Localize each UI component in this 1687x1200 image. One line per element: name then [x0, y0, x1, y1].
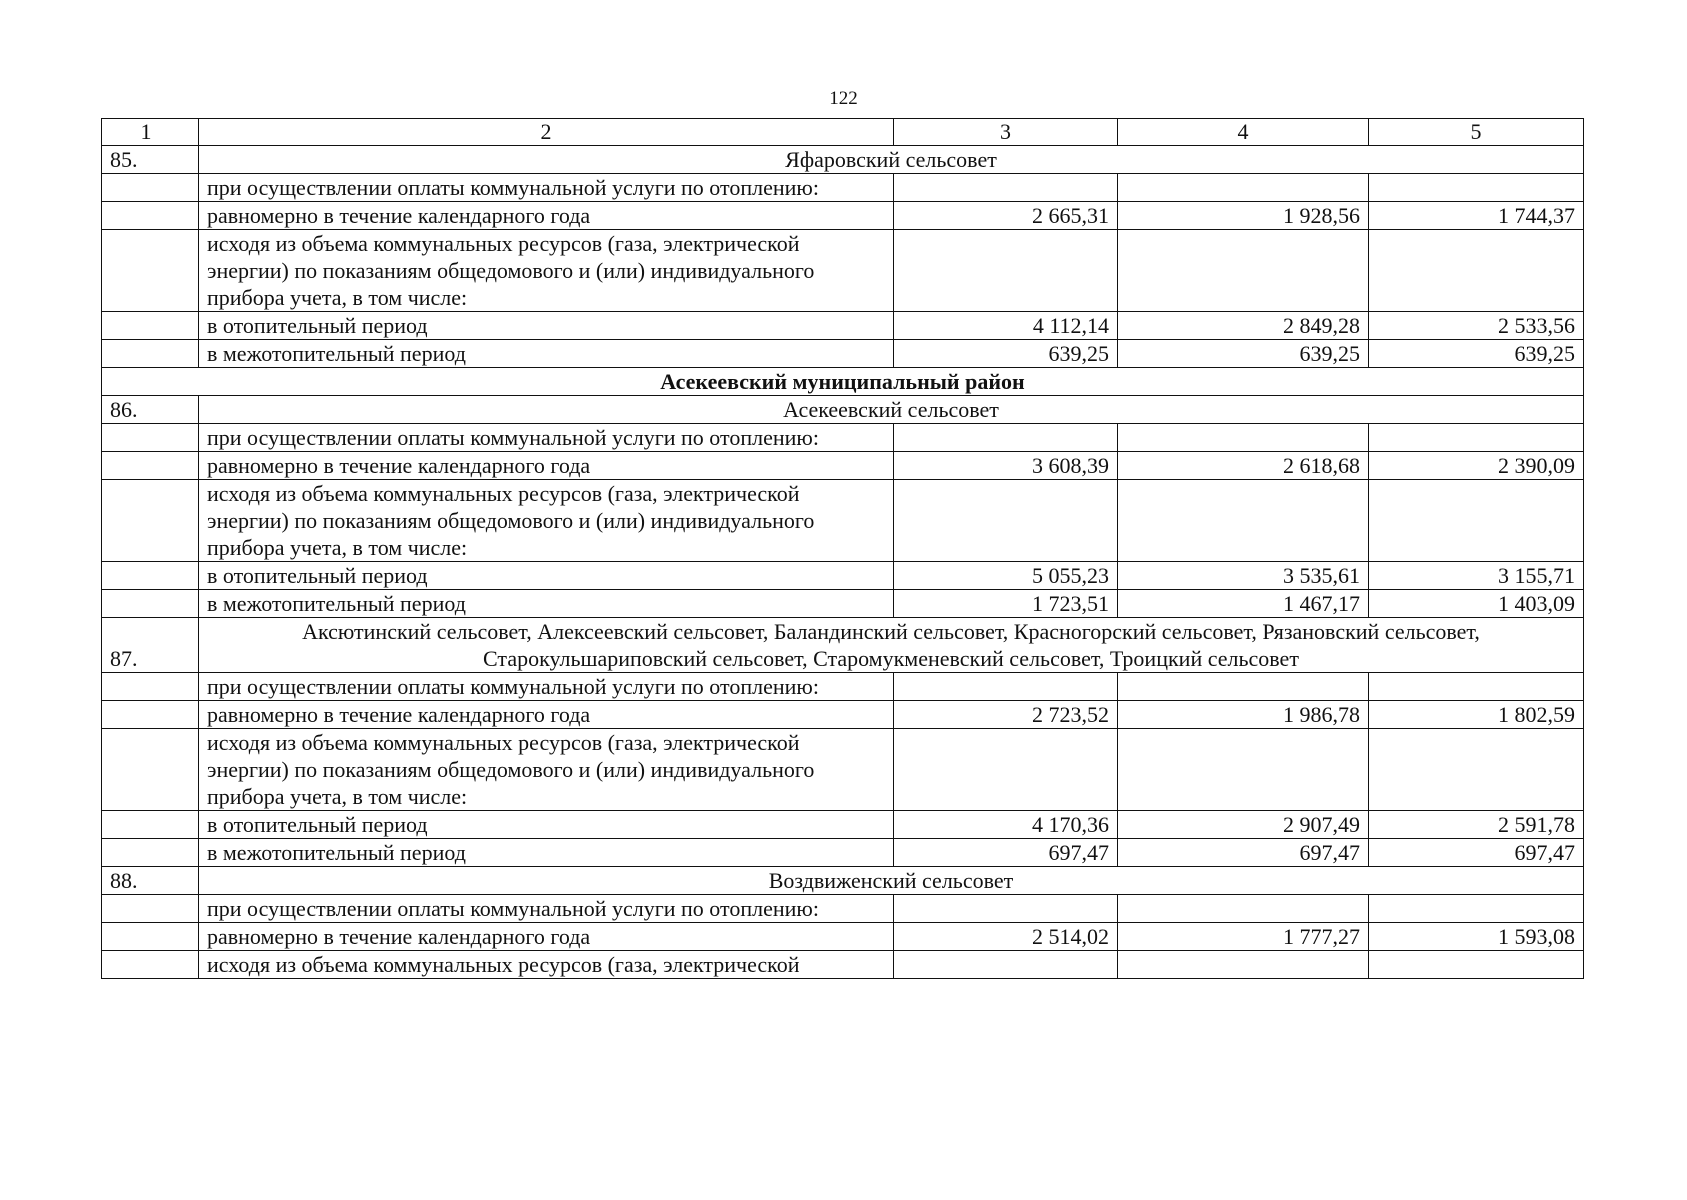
empty-cell	[894, 729, 1118, 811]
section-name: Асекеевский сельсовет	[199, 396, 1584, 424]
table-row	[102, 424, 1584, 452]
section-header-row	[102, 618, 1584, 673]
row-label: исходя из объема коммунальных ресурсов (газа, электрической	[199, 951, 894, 979]
empty-cell	[1369, 480, 1584, 562]
value-cell: 639,25	[894, 340, 1118, 368]
section-name: Яфаровский сельсовет	[199, 146, 1584, 174]
value-cell: 697,47	[894, 839, 1118, 867]
column-number: 5	[1369, 119, 1584, 146]
value-cell: 1 467,17	[1118, 590, 1369, 618]
value-cell: 697,47	[1369, 839, 1584, 867]
value-cell: 3 608,39	[894, 452, 1118, 480]
section-header-row	[102, 396, 1584, 424]
row-label: при осуществлении оплаты коммунальной услуги по отоплению:	[199, 174, 894, 202]
empty-cell	[1369, 424, 1584, 452]
column-number: 4	[1118, 119, 1369, 146]
empty-cell	[1369, 673, 1584, 701]
value-cell: 1 802,59	[1369, 701, 1584, 729]
value-cell: 2 591,78	[1369, 811, 1584, 839]
table-row	[102, 923, 1584, 951]
table-row	[102, 452, 1584, 480]
empty-cell	[894, 230, 1118, 312]
value-cell: 697,47	[1118, 839, 1369, 867]
row-label: равномерно в течение календарного года	[199, 202, 894, 230]
empty-cell	[102, 174, 199, 202]
empty-cell	[894, 895, 1118, 923]
value-cell: 1 777,27	[1118, 923, 1369, 951]
row-label: исходя из объема коммунальных ресурсов (газа, электрической энергии) по показаниям общедомового и (или) индивидуального прибора учета, в том числе:	[199, 729, 894, 811]
row-label: в межотопительный период	[199, 590, 894, 618]
section-header-row	[102, 867, 1584, 895]
value-cell: 1 928,56	[1118, 202, 1369, 230]
table-row	[102, 590, 1584, 618]
value-cell: 2 533,56	[1369, 312, 1584, 340]
value-cell: 2 514,02	[894, 923, 1118, 951]
empty-cell	[1118, 673, 1369, 701]
value-cell: 5 055,23	[894, 562, 1118, 590]
table-row	[102, 839, 1584, 867]
empty-cell	[102, 673, 199, 701]
value-cell: 4 170,36	[894, 811, 1118, 839]
table-row	[102, 312, 1584, 340]
column-number-row	[102, 119, 1584, 146]
empty-cell	[1369, 951, 1584, 979]
table-row	[102, 701, 1584, 729]
row-label: в отопительный период	[199, 312, 894, 340]
empty-cell	[894, 673, 1118, 701]
row-label: при осуществлении оплаты коммунальной услуги по отоплению:	[199, 673, 894, 701]
empty-cell	[102, 202, 199, 230]
empty-cell	[894, 480, 1118, 562]
row-label: в отопительный период	[199, 811, 894, 839]
empty-cell	[102, 895, 199, 923]
row-label: исходя из объема коммунальных ресурсов (газа, электрической энергии) по показаниям общедомового и (или) индивидуального прибора учета, в том числе:	[199, 230, 894, 312]
section-name: Аксютинский сельсовет, Алексеевский сельсовет, Баландинский сельсовет, Красногорский сельсовет, Рязановский сельсовет, Старокульшариповский сельсовет, Старомукменевский сельсовет, Троицкий сельсовет	[199, 618, 1584, 673]
row-label: в межотопительный период	[199, 839, 894, 867]
empty-cell	[1118, 729, 1369, 811]
value-cell: 1 593,08	[1369, 923, 1584, 951]
empty-cell	[894, 174, 1118, 202]
table-row	[102, 174, 1584, 202]
value-cell: 639,25	[1369, 340, 1584, 368]
column-number: 3	[894, 119, 1118, 146]
column-number: 1	[102, 119, 199, 146]
empty-cell	[102, 590, 199, 618]
empty-cell	[1118, 895, 1369, 923]
value-cell: 2 723,52	[894, 701, 1118, 729]
empty-cell	[102, 701, 199, 729]
section-number: 86.	[102, 396, 199, 424]
section-header-row	[102, 146, 1584, 174]
empty-cell	[102, 729, 199, 811]
value-cell: 4 112,14	[894, 312, 1118, 340]
tariff-table	[101, 118, 1584, 979]
value-cell: 2 618,68	[1118, 452, 1369, 480]
empty-cell	[102, 480, 199, 562]
value-cell: 1 986,78	[1118, 701, 1369, 729]
value-cell: 1 744,37	[1369, 202, 1584, 230]
table-row	[102, 895, 1584, 923]
empty-cell	[1369, 895, 1584, 923]
row-label: равномерно в течение календарного года	[199, 701, 894, 729]
value-cell: 2 907,49	[1118, 811, 1369, 839]
empty-cell	[102, 951, 199, 979]
empty-cell	[1118, 951, 1369, 979]
section-number: 85.	[102, 146, 199, 174]
value-cell: 639,25	[1118, 340, 1369, 368]
table-row	[102, 811, 1584, 839]
empty-cell	[1369, 230, 1584, 312]
empty-cell	[102, 424, 199, 452]
page-number: 122	[829, 88, 858, 109]
section-number: 88.	[102, 867, 199, 895]
empty-cell	[102, 340, 199, 368]
row-label: исходя из объема коммунальных ресурсов (газа, электрической энергии) по показаниям общедомового и (или) индивидуального прибора учета, в том числе:	[199, 480, 894, 562]
table-row	[102, 729, 1584, 811]
value-cell: 2 390,09	[1369, 452, 1584, 480]
empty-cell	[102, 562, 199, 590]
row-label: равномерно в течение календарного года	[199, 923, 894, 951]
empty-cell	[102, 811, 199, 839]
district-name: Асекеевский муниципальный район	[102, 368, 1584, 396]
empty-cell	[102, 452, 199, 480]
row-label: равномерно в течение календарного года	[199, 452, 894, 480]
empty-cell	[1118, 230, 1369, 312]
table-row	[102, 230, 1584, 312]
empty-cell	[894, 951, 1118, 979]
empty-cell	[102, 839, 199, 867]
empty-cell	[1118, 424, 1369, 452]
empty-cell	[102, 923, 199, 951]
empty-cell	[894, 424, 1118, 452]
value-cell: 3 535,61	[1118, 562, 1369, 590]
value-cell: 2 849,28	[1118, 312, 1369, 340]
table-row	[102, 673, 1584, 701]
district-header-row	[102, 368, 1584, 396]
section-number: 87.	[102, 618, 199, 673]
section-name: Воздвиженский сельсовет	[199, 867, 1584, 895]
row-label: при осуществлении оплаты коммунальной услуги по отоплению:	[199, 424, 894, 452]
row-label: в межотопительный период	[199, 340, 894, 368]
empty-cell	[1369, 729, 1584, 811]
row-label: при осуществлении оплаты коммунальной услуги по отоплению:	[199, 895, 894, 923]
empty-cell	[102, 230, 199, 312]
table-row	[102, 340, 1584, 368]
table-row	[102, 480, 1584, 562]
empty-cell	[1369, 174, 1584, 202]
table-row	[102, 951, 1584, 979]
table-row	[102, 562, 1584, 590]
value-cell: 3 155,71	[1369, 562, 1584, 590]
table-row	[102, 202, 1584, 230]
empty-cell	[1118, 480, 1369, 562]
row-label: в отопительный период	[199, 562, 894, 590]
empty-cell	[1118, 174, 1369, 202]
value-cell: 1 403,09	[1369, 590, 1584, 618]
empty-cell	[102, 312, 199, 340]
value-cell: 1 723,51	[894, 590, 1118, 618]
value-cell: 2 665,31	[894, 202, 1118, 230]
column-number: 2	[199, 119, 894, 146]
